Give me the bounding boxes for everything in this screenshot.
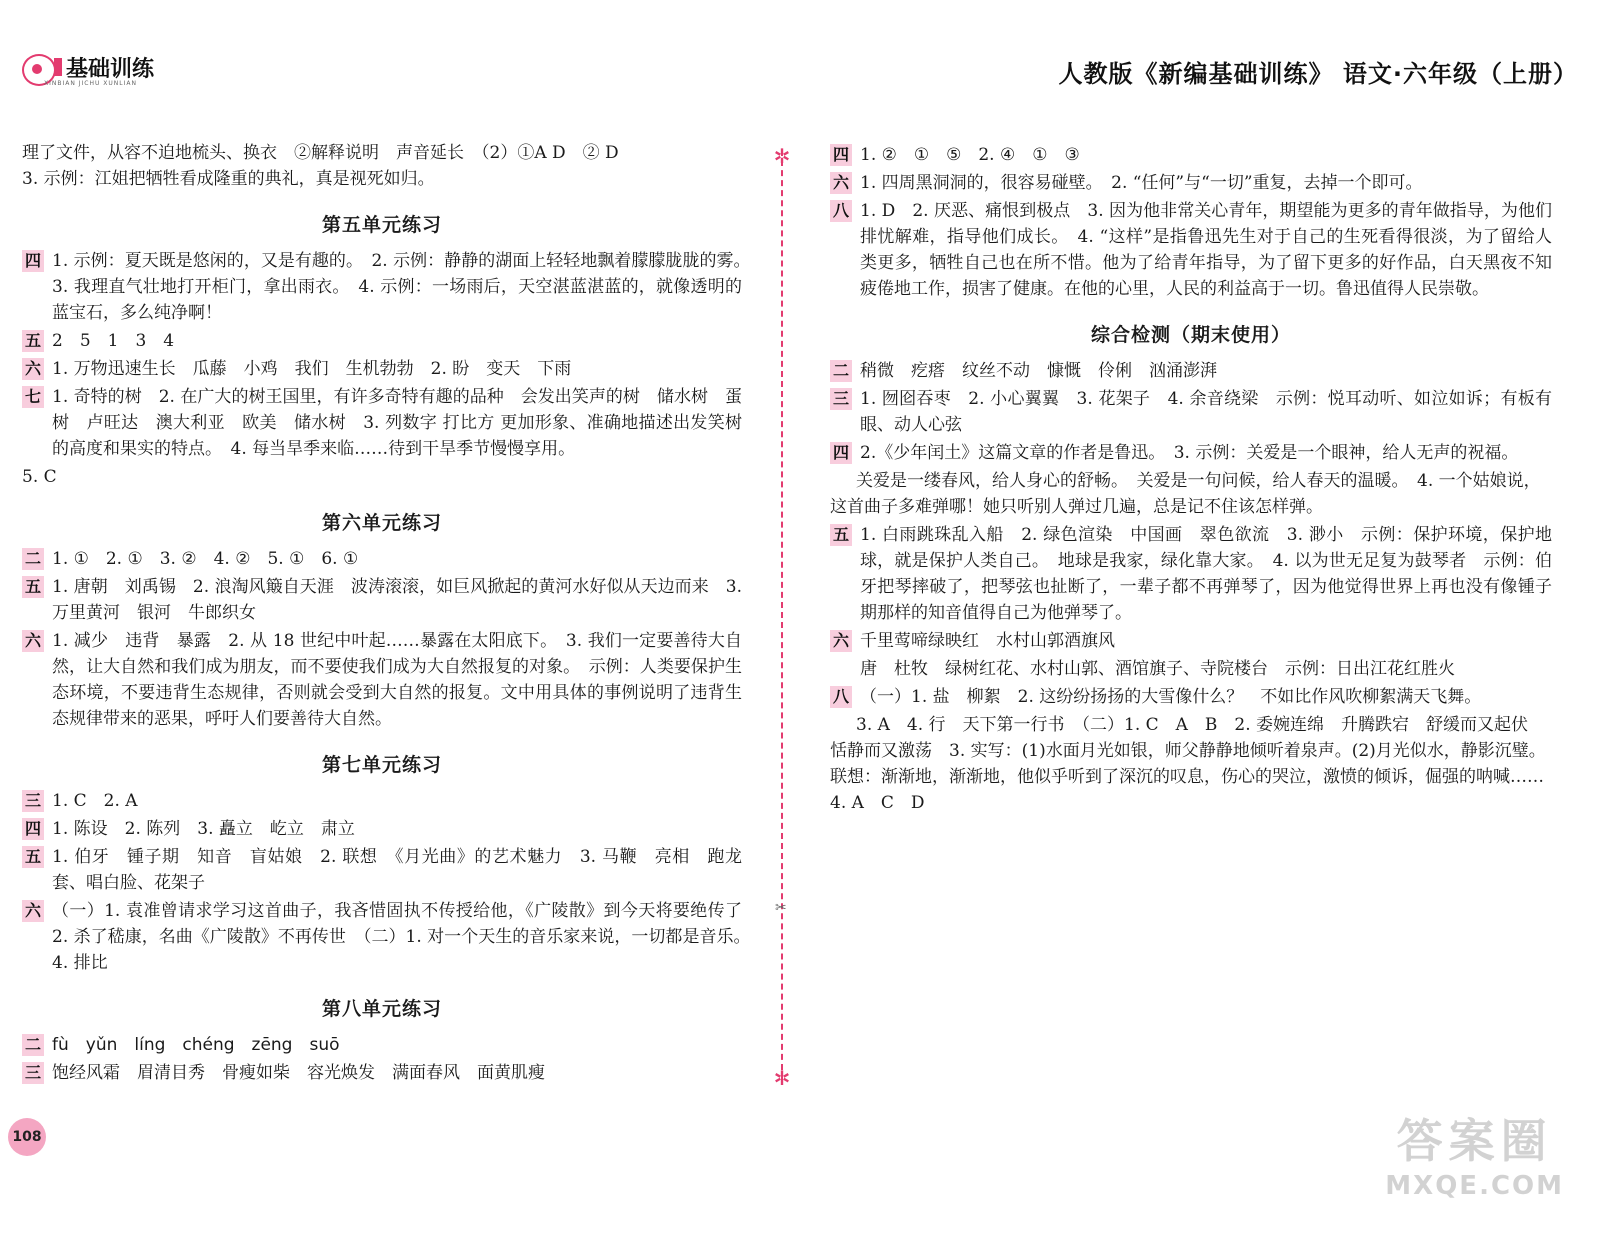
item-text: 2.《少年闰土》这篇文章的作者是鲁迅。 3. 示例：关爱是一个眼神，给人无声的祝福。 — [860, 443, 1519, 463]
answer-item — [22, 546, 742, 572]
answer-item — [22, 384, 742, 462]
item-tag: 五 — [22, 330, 44, 352]
left-column — [22, 140, 759, 1088]
brand-subtitle: XINBIAN JICHU XUNLIAN — [44, 80, 137, 87]
item-tag: 六 — [830, 630, 852, 652]
item-text: 2 5 1 3 4 — [52, 331, 175, 351]
answer-item — [830, 684, 1552, 710]
intro-line-2: 3. 示例：江姐把牺牲看成隆重的典礼，真是视死如归。 — [22, 169, 435, 189]
item-tag: 六 — [22, 358, 44, 380]
item-tail: 5. C — [22, 467, 57, 487]
item-text: 1. 囫囵吞枣 2. 小心翼翼 3. 花架子 4. 余音绕梁 示例：悦耳动听、如泣如诉；有板有眼、动人心弦 — [860, 389, 1552, 435]
flower-star-icon: ✲ — [773, 144, 791, 168]
item-tag: 四 — [22, 250, 44, 272]
item-tag: 六 — [830, 172, 852, 194]
answer-item — [22, 898, 759, 976]
answer-item — [830, 386, 1552, 438]
item-continuation: 唐 杜牧 绿树红花、水村山郭、酒馆旗子、寺院楼台 示例：日出江花红胜火 — [860, 659, 1455, 679]
item-text: 稍微 疙瘩 纹丝不动 慷慨 伶俐 汹涌澎湃 — [860, 361, 1217, 381]
item-text: 饱经风霜 眉清目秀 骨瘦如柴 容光焕发 满面春风 面黄肌瘦 — [52, 1063, 545, 1083]
item-text: 1. 四周黑洞洞的，很容易碰壁。 2. “任何”与“一切”重复，去掉一个即可。 — [860, 173, 1423, 193]
answer-item — [22, 328, 742, 354]
item-text: 千里莺啼绿映红 水村山郭酒旗风 — [860, 631, 1115, 651]
column-divider — [781, 150, 783, 1080]
answer-item — [830, 198, 1552, 302]
logo-mark — [54, 58, 62, 76]
section-title-final: 综合检测（期末使用） — [1090, 324, 1291, 346]
watermark-url: MXQE.COM — [1385, 1171, 1564, 1201]
item-tag: 三 — [22, 790, 44, 812]
answer-item — [22, 356, 742, 382]
answer-item — [22, 788, 742, 814]
item-tag: 三 — [22, 1062, 44, 1084]
item-continuation: 关爱是一缕春风，给人身心的舒畅。 关爱是一句问候，给人春天的温暖。 4. 一个姑娘说，这首曲子多难弹哪！她只听别人弹过几遍，总是记不住该怎样弹。 — [830, 471, 1541, 517]
item-text: 1. 陈设 2. 陈列 3. 矗立 屹立 肃立 — [52, 819, 355, 839]
item-tag: 六 — [22, 630, 44, 652]
answer-item — [22, 628, 742, 732]
item-tag: 四 — [830, 144, 852, 166]
answer-item — [22, 248, 759, 326]
item-text: （一）1. 袁准曾请求学习这首曲子，我吝惜固执不传授给他，《广陵散》到今天将要绝传了 2. 杀了嵇康，名曲《广陵散》不再传世 （二）1. 对一个天生的音乐家来说，一切都是音乐。 4. 排比 — [52, 901, 759, 973]
brand-name: 基础训练 — [66, 57, 155, 82]
item-tag: 八 — [830, 686, 852, 708]
item-text: 1. 伯牙 锺子期 知音 盲姑娘 2. 联想 《月光曲》的艺术魅力 3. 马鞭 亮相 跑龙套、唱白脸、花架子 — [52, 847, 742, 893]
item-text: 1. 减少 违背 暴露 2. 从 18 世纪中叶起……暴露在太阳底下。 3. 我们一定要善待大自然，让大自然和我们成为朋友，而不要使我们成为大自然报复的对象。 示例：人类要保护生态环境，不要违背生态规律，否则就会受到大自然的报复。文中用具体的事例说明了违背生态规律带来的恶果，呼吁人们要善待大自然。 — [52, 631, 742, 729]
section-title-unit7: 第七单元练习 — [321, 754, 442, 776]
item-text: 1. 示例：夏天既是悠闲的，又是有趣的。 2. 示例：静静的湖面上轻轻地飘着朦朦胧胧的雾。 3. 我理直气壮地打开柜门，拿出雨衣。 4. 示例：一场雨后，天空湛蓝湛蓝的，就像透明的蓝宝石，多么纯净啊！ — [52, 251, 759, 323]
item-tag: 四 — [22, 818, 44, 840]
item-text: 1. 唐朝 刘禹锡 2. 浪淘风簸自天涯 波涛滚滚，如巨风掀起的黄河水好似从天边而来 3. 万里黄河 银河 牛郎织女 — [52, 577, 742, 623]
item-text: 1. 白雨跳珠乱入船 2. 绿色渲染 中国画 翠色欲流 3. 渺小 示例：保护环境，保护地球，就是保护人类自己。 地球是我家，绿化靠大家。 4. 以为世无足复为鼓琴者 示例：伯牙把琴摔破了，把琴弦也扯断了，一辈子都不再弹琴了，因为他觉得世界上再也没有像锺子期那样的知音值得自己为他弹琴了。 — [860, 525, 1552, 623]
section-title-unit8: 第八单元练习 — [321, 998, 442, 1020]
answer-item — [830, 142, 1552, 168]
item-tag: 二 — [830, 360, 852, 382]
flower-star-icon: ✲ — [773, 1066, 791, 1090]
item-text: 1. D 2. 厌恶、痛恨到极点 3. 因为他非常关心青年，期望能为更多的青年做指导，为他们排忧解难，指导他们成长。 4. “这样”是指鲁迅先生对于自己的生死看得很淡，为了留给人类更多，牺牲自己也在所不惜。他为了给青年指导，为了留下更多的好作品，白天黑夜不知疲倦地工作，损害了健康。在他的心里，人民的利益高于一切。鲁迅值得人民崇敬。 — [860, 201, 1552, 299]
item-tag: 五 — [22, 846, 44, 868]
pinyin-text: fù yǔn líng chéng zēng suō — [52, 1035, 340, 1055]
item-text: （一）1. 盐 柳絮 2. 这纷纷扬扬的大雪像什么？ 不如比作风吹柳絮满天飞舞。 — [860, 687, 1482, 707]
answer-item — [22, 816, 742, 842]
answer-item — [830, 522, 1552, 626]
scissors-icon: ✂ — [775, 900, 787, 916]
item-tag: 五 — [22, 576, 44, 598]
item-tag: 五 — [830, 524, 852, 546]
item-tag: 四 — [830, 442, 852, 464]
page-number: 108 — [8, 1118, 46, 1156]
item-tag: 二 — [22, 548, 44, 570]
item-text: 1. C 2. A — [52, 791, 138, 811]
section-title-unit6: 第六单元练习 — [321, 512, 442, 534]
watermark — [1385, 1105, 1564, 1201]
watermark-logo: 答案圈 — [1396, 1114, 1553, 1168]
answer-item — [22, 574, 742, 626]
answer-item — [22, 1032, 742, 1058]
item-tag: 八 — [830, 200, 852, 222]
answer-item — [22, 1060, 742, 1086]
right-column — [830, 140, 1561, 816]
answer-item — [830, 358, 1552, 384]
answer-item — [830, 170, 1552, 196]
section-title-unit5: 第五单元练习 — [321, 214, 442, 236]
answer-item — [830, 440, 1552, 466]
intro-line-1: 理了文件，从容不迫地梳头、换衣 ②解释说明 声音延长 （2）①A D ② D — [22, 143, 619, 163]
item-text: 1. ② ① ⑤ 2. ④ ① ③ — [860, 145, 1080, 165]
answer-item — [22, 844, 742, 896]
item-tag: 七 — [22, 386, 44, 408]
item-tail: 3. A 4. 行 天下第一行书 （二）1. C A B 2. 委婉连绵 升腾跌宕 舒缓而又起伏 恬静而又激荡 3. 实写：(1)水面月光如银，师父静静地倾听着泉声。(2)月光似水，静影沉璧。 联想：渐渐地，渐渐地，他似乎听到了深沉的叹息，伤心的哭泣，激愤的倾诉，倔强的呐喊…… 4. A C D — [830, 715, 1561, 813]
item-text: 1. ① 2. ① 3. ② 4. ② 5. ① 6. ① — [52, 549, 359, 569]
item-tag: 三 — [830, 388, 852, 410]
item-text: 1. 万物迅速生长 瓜藤 小鸡 我们 生机勃勃 2. 盼 变天 下雨 — [52, 359, 572, 379]
book-title: 人教版《新编基础训练》 语文·六年级（上册） — [1058, 60, 1578, 88]
answer-item — [830, 628, 1552, 654]
brand-logo — [22, 50, 202, 92]
item-tag: 六 — [22, 900, 44, 922]
item-text: 1. 奇特的树 2. 在广大的树王国里，有许多奇特有趣的品种 会发出笑声的树 储水树 蛋树 卢旺达 澳大利亚 欧美 储水树 3. 列数字 打比方 更加形象、准确地描述出发笑树的高度和果实的特点。 4. 每当旱季来临……待到干旱季节慢慢享用。 — [52, 387, 742, 459]
item-tag: 二 — [22, 1034, 44, 1056]
